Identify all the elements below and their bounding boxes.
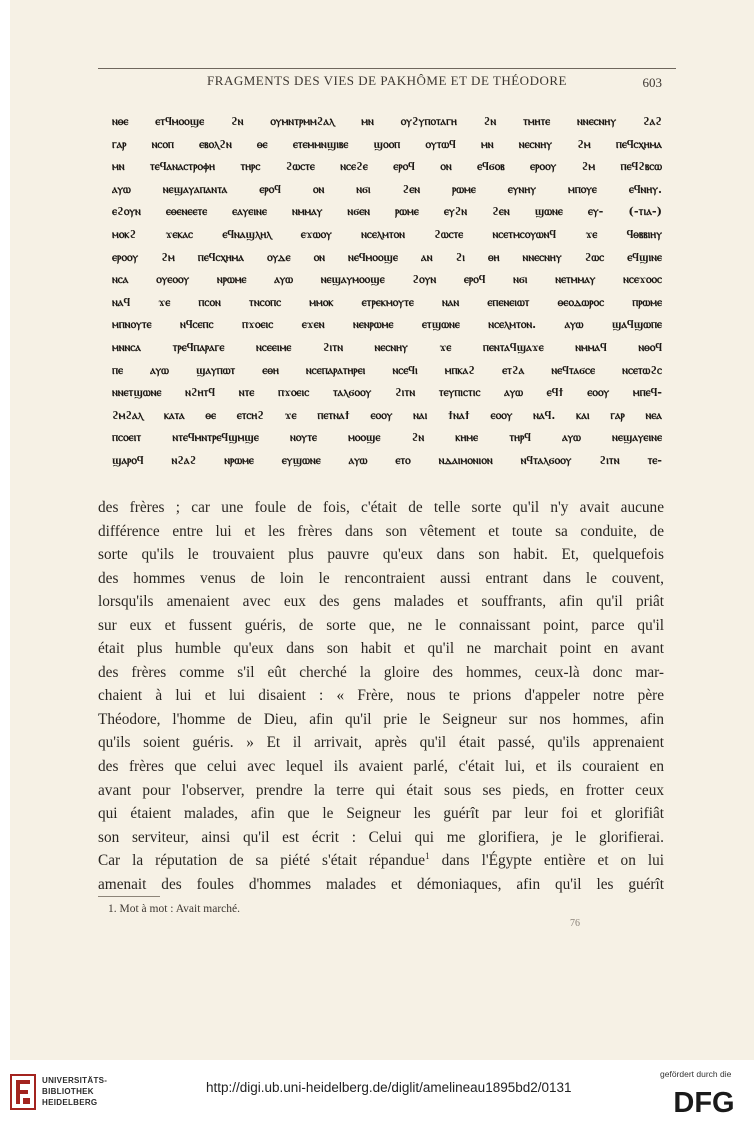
- coptic-text-block: [112, 110, 662, 472]
- french-line-head: Car la réputation de sa piété s'était répandue: [98, 852, 426, 870]
- french-line: des frères ; car une foule de fois, c'était de telle sorte qu'il n'y avait aucune: [98, 499, 664, 516]
- running-head: FRAGMENTS DES VIES DE PAKHÔME ET DE THÉODORE: [207, 73, 567, 88]
- coptic-line: ⲁⲩⲱ ⲛⲉϣⲁⲩⲁⲡⲁⲛⲧⲁ ⲉⲣⲟϥ ⲟⲛ ⲛϭⲓ ϩⲉⲛ ⲣⲱⲙⲉ ⲉⲩⲛⲏⲩ ⲙⲡⲟⲩⲉ ⲉϥⲛⲏⲩ.: [112, 181, 662, 196]
- footnote-rule: [98, 896, 160, 897]
- coptic-line: ⲉϩⲟⲩⲛ ⲉⲑⲉⲛⲉⲉⲧⲉ ⲉⲁⲩⲉⲓⲛⲉ ⲛⲙⲙⲁⲩ ⲛϭⲉⲛ ⲣⲱⲙⲉ ⲉⲩϩⲛ ϩⲉⲛ ϣⲱⲛⲉ ⲉⲩ- (-ⲧⲓⲁ-): [112, 204, 662, 219]
- french-line: qui étaient malades, afin que le Seigneur les guérît par leur foi et glorifiât: [98, 805, 664, 823]
- header-rule: [98, 68, 676, 69]
- french-line: qu'ils soient guéris. » Et il arrivait, après qu'il était passé, qu'ils apprenaient: [98, 734, 664, 752]
- coptic-line: ⲙⲟⲕϩ ϫⲉⲕⲁⲥ ⲉϥⲛⲁϣⲗⲏⲗ ⲉϫⲱⲟⲩ ⲛⲥⲉⲗⲙⲧⲟⲛ ϩⲱⲥⲧⲉ ⲛⲥⲉⲧⲙⲥⲟⲩⲱⲛϥ ϫⲉ ϥⲑⲃⲃⲓⲏⲩ: [112, 226, 662, 241]
- french-line: des hommes venus de loin le rencontraient aussi entrant dans le couvent,: [98, 569, 664, 587]
- footnote-reference: 1: [425, 851, 430, 862]
- library-name-line: HEIDELBERG: [42, 1098, 98, 1107]
- coptic-line: ⲡⲥⲟⲉⲓⲧ ⲛⲧⲉϥⲙⲛⲧⲣⲉϥϣⲙϣⲉ ⲛⲟⲩⲧⲉ ⲙⲟⲟϣⲉ ϩⲛ ⲕⲏⲙⲉ ⲧⲏⲣϥ ⲁⲩⲱ ⲛⲉϣⲁⲩⲉⲓⲛⲉ: [112, 430, 662, 445]
- library-logo-icon: [10, 1074, 36, 1110]
- coptic-line: ⲛⲑⲉ ⲉⲧϥⲙⲟⲟϣⲉ ϩⲛ ⲟⲩⲙⲛⲧⲣⲙⲙϩⲁⲗ ⲙⲛ ⲟⲩϩⲩⲡⲟⲧⲁⲅⲏ ϩⲛ ⲧⲙⲏⲧⲉ ⲛⲛⲉⲥⲛⲏⲩ ϩⲁϩ: [112, 114, 662, 128]
- library-name-line: UNIVERSITÄTS-: [42, 1076, 108, 1085]
- french-translation-block: [98, 496, 664, 896]
- french-line: Théodore, l'homme de Dieu, afin qu'il prie le Seigneur sur nos hommes, afin: [98, 710, 664, 728]
- french-line-tail: dans l'Égypte entière et on lui: [429, 852, 664, 870]
- french-line: était plus humble qu'eux dans son habit et qu'il ne marchait point en avant: [98, 640, 664, 658]
- dfg-logo-text: DFG: [673, 1087, 735, 1116]
- french-line: son serviteur, ainsi qu'il est écrit : Celui qui me glorifiera, je le glorifierai.: [98, 828, 664, 846]
- library-name-line: BIBLIOTHEK: [42, 1087, 94, 1096]
- page-number: 603: [642, 75, 662, 90]
- coptic-line: ⲛⲥⲁ ⲟⲩⲉⲟⲟⲩ ⲛⲣⲱⲙⲉ ⲁⲩⲱ ⲛⲉϣⲁⲩⲙⲟⲟϣⲉ ϩⲟⲩⲛ ⲉⲣⲟϥ ⲛϭⲓ ⲛⲉⲧⲙⲙⲁⲩ ⲛⲥⲉϫⲟⲟⲥ: [112, 272, 662, 287]
- signature-mark: 76: [570, 918, 580, 929]
- french-line: sorte qu'ils le trouvaient plus pauvre qu'eux dans son habit. Et, quelquefois: [98, 546, 664, 564]
- library-name: [42, 1075, 107, 1108]
- coptic-line: ⲙⲛ ⲧⲉϥⲁⲛⲁⲥⲧⲣⲟⲫⲏ ⲧⲏⲣⲥ ϩⲱⲥⲧⲉ ⲛⲥⲉϩⲉ ⲉⲣⲟϥ ⲟⲛ ⲉϥϭⲟⲃ ⲉⲣⲟⲟⲩ ϩⲙ ⲡⲉϥϩⲃⲥⲱ: [112, 159, 662, 174]
- coptic-line: ϩⲙϩⲁⲗ ⲕⲁⲧⲁ ⲑⲉ ⲉⲧⲥⲏϩ ϫⲉ ⲡⲉⲧⲛⲁϯ ⲉⲟⲟⲩ ⲛⲁⲓ ϯⲛⲁϯ ⲉⲟⲟⲩ ⲛⲁϥ. ⲕⲁⲓ ⲅⲁⲣ ⲛⲉⲁ: [112, 407, 662, 422]
- coptic-line: ϣⲁⲣⲟϥ ⲛϩⲁϩ ⲛⲣⲱⲙⲉ ⲉⲩϣⲱⲛⲉ ⲁⲩⲱ ⲉⲧⲟ ⲛⲇⲁⲓⲙⲟⲛⲓⲟⲛ ⲛϥⲧⲁⲗϭⲟⲟⲩ ϩⲓⲧⲛ ⲧⲉ-: [112, 452, 662, 467]
- coptic-line: ⲅⲁⲣ ⲛⲥⲟⲡ ⲉⲃⲟⲗϩⲛ ⲑⲉ ⲉⲧⲉⲙⲙⲛϣⲓⲃⲉ ϣⲟⲟⲡ ⲟⲩⲧⲱϥ ⲙⲛ ⲛⲉⲥⲛⲏⲩ ϩⲙ ⲡⲉϥⲥⲭⲏⲙⲁ: [112, 136, 662, 151]
- french-line: des frères comme s'il eût cherché la gloire des hommes, ceux-là donc mar-: [98, 663, 664, 681]
- scanned-page: [10, 0, 754, 1060]
- french-line: lorsqu'ils amenaient avec eux des gens malades et souffrants, afin qu'il priât: [98, 593, 664, 611]
- coptic-line: ⲛⲁϥ ϫⲉ ⲡⲥⲟⲛ ⲧⲛⲥⲟⲡⲥ ⲙⲙⲟⲕ ⲉⲧⲣⲉⲕⲙⲟⲩⲧⲉ ⲛⲁⲛ ⲉⲡⲉⲛⲉⲓⲱⲧ ⲑⲉⲟⲇⲱⲣⲟⲥ ⲡⲣⲱⲙⲉ: [112, 294, 662, 309]
- french-line: différence entre lui et les frères dans son vêtement et toute sa conduite, de: [98, 522, 664, 540]
- digitization-footer: [0, 1060, 754, 1124]
- french-line: avant pour l'observer, prendre la terre qui était sous ses pieds, en frotter ceux: [98, 781, 664, 799]
- dfg-logo-icon: [664, 1086, 744, 1116]
- french-line-with-footnote-ref: [98, 849, 664, 873]
- coptic-line: ⲛⲛⲉⲧϣⲱⲛⲉ ⲛϩⲏⲧϥ ⲛⲧⲉ ⲡϫⲟⲉⲓⲥ ⲧⲁⲗϭⲟⲟⲩ ϩⲓⲧⲛ ⲧⲉⲩⲡⲓⲥⲧⲓⲥ ⲁⲩⲱ ⲉϥϯ ⲉⲟⲟⲩ ⲙⲡⲉϥ-: [112, 385, 662, 400]
- french-line: amenait des foules d'hommes malades et démoniaques, afin qu'il les guérît: [98, 875, 664, 893]
- coptic-line: ⲉⲣⲟⲟⲩ ϩⲙ ⲡⲉϥⲥⲭⲏⲙⲁ ⲟⲩⲇⲉ ⲟⲛ ⲛⲉϥⲙⲟⲟϣⲉ ⲁⲛ ϩⲓ ⲑⲏ ⲛⲛⲉⲥⲛⲏⲩ ϩⲱⲥ ⲉϥϣⲓⲛⲉ: [112, 249, 662, 264]
- coptic-line: ⲙⲡⲛⲟⲩⲧⲉ ⲛϥⲥⲉⲡⲥ ⲡϫⲟⲉⲓⲥ ⲉϫⲉⲛ ⲛⲉⲛⲣⲱⲙⲉ ⲉⲧϣⲱⲛⲉ ⲛⲥⲉⲗⲙⲧⲟⲛ. ⲁⲩⲱ ϣⲁϥϣⲱⲡⲉ: [112, 317, 662, 332]
- permalink-url[interactable]: http://digi.ub.uni-heidelberg.de/diglit/amelineau1895bd2/0131: [206, 1080, 572, 1095]
- french-line: sur eux et fussent guéris, de sorte que, ne le connaissant point, parce qu'il: [98, 616, 664, 634]
- coptic-line: ⲙⲛⲛⲥⲁ ⲧⲣⲉϥⲡⲁⲣⲁⲅⲉ ⲛⲥⲉⲉⲓⲙⲉ ϩⲓⲧⲛ ⲛⲉⲥⲛⲏⲩ ϫⲉ ⲡⲉⲛⲧⲁϥϣⲁϫⲉ ⲛⲙⲙⲁϥ ⲛⲑⲟϥ: [112, 339, 662, 354]
- funded-by-label: gefördert durch die: [660, 1069, 732, 1079]
- french-line: des frères que celui avec lequel ils avaient parlé, c'était lui, et ils couraient en: [98, 758, 664, 776]
- coptic-line: ⲡⲉ ⲁⲩⲱ ϣⲁⲩⲡⲱⲧ ⲉⲑⲏ ⲛⲥⲉⲡⲁⲣⲁⲧⲏⲣⲉⲓ ⲛⲥⲉϥⲓ ⲙⲡⲕⲁϩ ⲉⲧϩⲁ ⲛⲉϥⲧⲁϭⲥⲉ ⲛⲥⲉⲧⲱϩⲥ: [112, 362, 662, 377]
- french-line: chaient à lui et lui disaient : « Frère, nous te prions d'appeler notre père: [98, 687, 664, 705]
- footnote: 1. Mot à mot : Avait marché.: [108, 903, 241, 915]
